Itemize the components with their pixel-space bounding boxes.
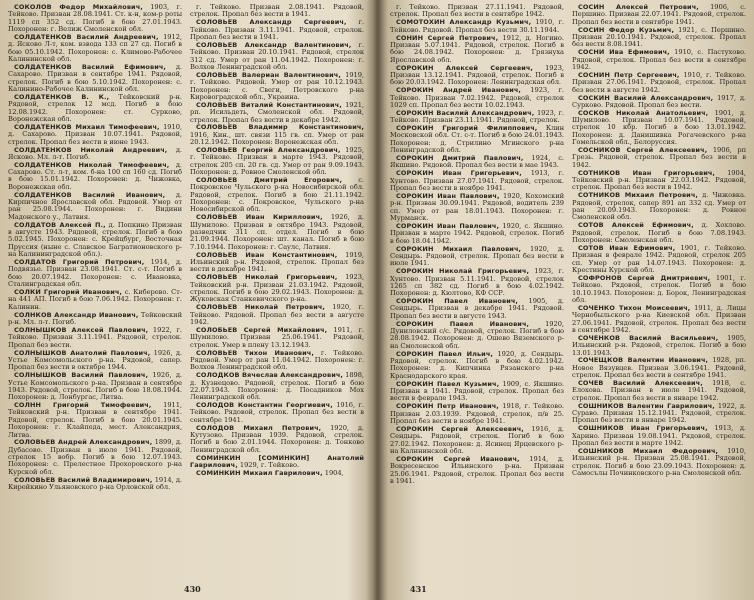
- record-entry: [390, 125, 564, 154]
- record-details: с. Киберево. Ст-на 441 АП. Погиб в бою 7.06.1942. Похоронен: г. Калинин.: [8, 288, 183, 311]
- record-details: 1910, г. Тейково. Призван 27.06.1941. Рядовой, стрелок. Пропал без вести в августе 1942.: [572, 70, 746, 94]
- person-name: СОНИН Сергей Петрович,: [396, 33, 499, 42]
- record-entry: [572, 380, 746, 402]
- record-entry: [8, 439, 182, 476]
- person-name: СОЛДАТЕНКОВ Василий Ефимович,: [14, 62, 166, 71]
- record-details: 1901, г. Тейково. Рядовой, стрелок. Погиб в бою 10.10.1943. Похоронен: д. Борок, Ленинградская обл.: [572, 273, 746, 304]
- record-details: д. Сахарово. Призван в сентябре 1941. Рядовой, стрелок. Погиб в бою 5.10.1942. Похоронен: с. Калинино-Рабочее Калининской обл.: [8, 62, 182, 93]
- record-entry: [390, 170, 564, 192]
- person-name: СОТОВ Алексей Ефимович,: [578, 221, 694, 230]
- record-details: Тейковский р-н. Рядовой, стрелок 12 мсд. Погиб в бою 12.08.1942. Похоронен: ст. Сурково, Воронежская обл.: [8, 92, 183, 123]
- record-details: 1922, д. Сураво. Призван 15.12.1941. Рядовой, стрелок. Пропал без вести в январе 1942.: [572, 401, 746, 425]
- record-entry: [8, 94, 182, 123]
- person-name: СОМОТОХИН Александр Кузьмич,: [396, 18, 532, 27]
- person-name: СОЧЕНКОВ Василий Васильевич,: [578, 333, 719, 342]
- record-entry: [390, 321, 564, 350]
- record-entry: [390, 193, 564, 222]
- record-entry: [190, 42, 364, 71]
- person-name: СОЛОВЬЕВ Владимир Константинович,: [196, 123, 364, 132]
- record-entry: [572, 147, 746, 169]
- record-details: 1905, Ильинский р-н. Рядовой, стрелок. Погиб в бою 13.01.1943.: [572, 333, 746, 357]
- record-entry: [572, 49, 746, 71]
- record-entry: [390, 268, 564, 297]
- person-name: СОЛДАТЕНКОВ В. К.,: [14, 92, 110, 101]
- record-details: д. Ясково. Мл. л-т. Погиб.: [8, 145, 183, 161]
- left-page: [8, 0, 366, 600]
- record-details: д. Кирпичное Ярославской обл. Рядовой. Умер от ран 25.08.1944. Похоронен: г. Видини Мадонского у., Латвия.: [8, 190, 182, 221]
- record-details: 1923, Призван 13.12.1941. Рядовой, стрелок. Погиб в бою 20.03.1942. Похоронен: Ленинградская обл.: [390, 63, 564, 87]
- person-name: СОЛНЫШКОВ Анатолий Павлович,: [14, 348, 151, 357]
- record-entry: [390, 223, 564, 245]
- person-name: СОСНИН Петр Сергеевич,: [578, 70, 680, 79]
- record-entry: [190, 214, 364, 251]
- person-name: СОЛДАТЕНКОВ Николай Тимофеевич,: [14, 160, 170, 169]
- record-entry: [572, 245, 746, 274]
- person-name: СОЛОВЬЕВ Дмитрий Егорович,: [196, 176, 343, 185]
- record-entry: [572, 4, 746, 26]
- person-name: СОРОКИН Сергей Иванович,: [396, 454, 520, 463]
- record-details: 1906, с. Першино. Призван 22.07.1941. Рядовой, стрелок. Пропал без вести в сентябре 1941.: [572, 3, 746, 26]
- record-details: 1904,: [324, 469, 344, 477]
- record-entry: [8, 124, 182, 146]
- person-name: СОШНИКОВ Иван Григорьевич,: [578, 424, 708, 433]
- record-entry: [8, 64, 182, 93]
- record-entry: [8, 34, 182, 63]
- record-entry: [190, 147, 364, 176]
- record-entry: [572, 448, 746, 477]
- record-entry: [572, 27, 746, 49]
- record-entry: [572, 425, 746, 447]
- record-details: 1910, Ильинский р-н. Призван 25.08.1941. Рядовой, стрелок. Погиб в бою 23.09.1943. Похоронен: д. Самосълы Починковского р-на Смоленской обл.: [572, 446, 746, 477]
- right-page-column-2: [572, 4, 746, 478]
- record-details: 1911, д. Лицы Чернобыльского р-на Киевской обл. Призван 27.06.1941. Рядовой, стрелок. Пропал без вести в сентябре 1942.: [572, 303, 746, 334]
- record-details: 1923, г. Тейково. Призван 7.02.1942. Рядовой, стрелок 1029 сп. Пропал без вести 10.02.1943.: [390, 86, 564, 109]
- record-entry: [390, 381, 564, 403]
- person-name: СОЛОВЬЕВ Валериан Валентинович,: [196, 70, 341, 79]
- right-page: [388, 0, 746, 600]
- record-details: 1916, г. Тейково. Рядовой, стрелок. Пропал без вести в сентябре 1941.: [190, 401, 364, 424]
- record-entry: [8, 312, 182, 327]
- record-details: 1901, д. Шумилово. Призван 10.07.1941. Рядовой, стрелок 10 кбр. Погиб в бою 13.01.1942. Похоронен: д. Данишивка Рогачевского р-на Гомельской обл., Белоруссия.: [572, 108, 746, 147]
- record-details: 1914, д. Вокресенское Ильинского р-на. Призван 25.06.1941. Рядовой, стрелок. Пропал без вести в 1941.: [390, 454, 564, 485]
- record-details: 1922, г. Тейково. Призван 3.11.1941. Рядовой, стрелок. Пропал без вести.: [8, 325, 182, 349]
- record-details: 1920, д. Сендырь. Рядовой, стрелок. Погиб в бою 4.02.1942. Похоронен: д. Кипчинка Рязанского р-на Краснодарского края.: [390, 349, 565, 380]
- page-number: 431: [410, 584, 427, 594]
- record-entry: [8, 402, 182, 439]
- record-entry: [390, 456, 564, 485]
- record-details: 1920, Кохомский р-н. Призван 30.09.1941. Рядовой, водитель 239 сп. Умер от ран 18.01.1943. Похоронен: г. Мурманск.: [390, 191, 565, 222]
- record-details: 1914, д. Подвязье. Призван 23.08.1941. Ст. с-т. Погиб в бою 20.07.1942. Похоронен: с. Ивановка, Сталинградская обл.: [8, 258, 182, 289]
- person-name: СОСНИ Ива Ефимович,: [578, 48, 670, 57]
- record-details: 1901, г. Тейково. Призван в феврале 1942. Рядовой, стрелок 205 сп. Умер от ран 14.07.1943. Похоронен: д. Крестины Курской обл.: [572, 243, 746, 274]
- book-gutter: [366, 0, 388, 600]
- person-name: СОЧЕНКО Тихон Моисеевич,: [578, 303, 691, 312]
- person-name: СОРОКИН Николай Григорьевич,: [396, 267, 530, 276]
- person-name: СОРОКИН Дмитрий Павлович,: [396, 154, 524, 163]
- record-details: 1911, г. Шумилово. Призван 25.06.1941. Рядовой, стрелок. Умер в плену 13.12.1943.: [190, 325, 364, 349]
- left-page-column-1: [8, 4, 182, 492]
- person-name: СОЛДАТОВ Григорий Петрович,: [14, 258, 145, 267]
- person-name: СОСКОВ Николай Анатольевич,: [578, 108, 709, 117]
- record-entry: [390, 4, 564, 19]
- record-details: 1903, г. Тейково. Призван 28.08.1941. Ст. к-н, ком-р роты 1119 сп 352 сд. Погиб в бою 27.01.1943. Похоронен: г. Велиж Смоленской обл.: [8, 3, 182, 34]
- record-entry: [8, 192, 182, 221]
- person-name: СОКОЛОВ Федор Михайлович,: [14, 3, 143, 11]
- person-name: СОШНИКОВ Михаил Федорович,: [578, 446, 719, 455]
- record-entry: [8, 4, 182, 33]
- record-details: 1926, д. Устье Комсомольского р-на. Призван в сентябре 1943. Рядовой, стрелок. Погиб в бою 18.08.1944. Похоронен: д. Лонбургас, Литва.: [8, 371, 182, 402]
- person-name: СОРОКИН Иван Григорьевич,: [396, 169, 522, 178]
- person-name: СОСИН Федор Кузьмич,: [578, 25, 675, 34]
- person-name: СОРОКИН Павел Ильич,: [396, 349, 493, 358]
- person-name: СОЛНЫШКОВ Василий Павлович,: [14, 371, 149, 380]
- record-entry: [8, 147, 182, 162]
- record-entry: [572, 222, 746, 244]
- record-entry: [190, 274, 364, 303]
- record-details: 1926, д. Шумилово. Призван в октябре 1943. Рядовой, разведчик 311 сп. отдел. Погиб в бою 21.09.1944. Похоронен: шт. канал. Погиб в бою 7.10.1944. Похоронен: г. Саулс, Латвия.: [190, 213, 364, 251]
- person-name: СОРОКИН Павел Кузьмич,: [396, 379, 500, 388]
- record-entry: [572, 170, 746, 192]
- record-details: 1926, д. Устье Комсомольского р-на. Рядовой, сапер. Пропал без вести в октябре 1944.: [8, 348, 182, 372]
- record-entry: [190, 72, 364, 101]
- record-details: г. Тейково. Рядовой. Умер от ран 11.04.1942. Похоронен: г. Волхов Ленинградской обл.: [190, 348, 364, 372]
- record-entry: [572, 403, 746, 425]
- record-entry: [190, 402, 364, 424]
- person-name: СОШНИКОВ Валентин Гаврилович,: [578, 401, 715, 410]
- record-details: 1912, д. Ясково Л-т, ком. взвода 133 сп 27 сд. Погиб в бою 05.10.1942. Похоронен: с. Климово-Рабочее Калининской обл.: [8, 32, 182, 63]
- record-details: 1916, д. Сендырь. Рядовой, стрелок. Погиб в бою 27.02.1942. Похоронен: д. Ясинец Ярцевского р-на Калининской обл.: [390, 424, 564, 455]
- record-details: д. Попкино Призван в августе 1943. Рядовой, стрелок. Погиб в бою 5.02.1945. Похоронен: с. Крейцбург, Восточная Пруссия (ныне с. Славское Багратионовского р-на Калининградской обл.).: [8, 220, 182, 259]
- record-details: 1925, г. Тейково. Призван в марте 1943. Рядовой, стрелок 205 сп. 20 гв. сд. Умер от ран 9.09.1943. Похоронен: д. Ровное Смоленской обл.: [190, 146, 365, 177]
- person-name: СОСКИН Василий Александрович,: [578, 93, 714, 102]
- record-entry: [390, 426, 564, 455]
- person-name: СОЛОДОВ Михаил Петрович,: [196, 423, 322, 432]
- record-details: 1910, с. Пастухово. Рядовой, стрелок. Пропал без вести в сентябре 1942.: [572, 48, 746, 71]
- record-details: д. Сахарово. Ст. л-т, ком. б-на 100 сп 160 сд. Погиб в бою 15.01.1942. Похоронен: д. Чижовка, Воронежская обл.: [8, 160, 182, 191]
- person-name: СОЛОВЬЕВ Иван Кириллович,: [196, 213, 323, 222]
- record-details: 1929, г. Тейково.: [239, 461, 300, 470]
- person-name: СОЛОВЬЕВ Николай Григорьевич,: [196, 273, 338, 282]
- record-details: г. Тейково. Призван 20.10.1941. Рядовой, стрелок 312 сд. Умер от ран 11.04.1942. Похоронен: г. Волхов Ленинградской обл.: [190, 40, 365, 71]
- person-name: СОРОКИН Петр Иванович,: [396, 402, 499, 411]
- person-name: СОЛДАТЕНКОВ Василий Иванович,: [14, 190, 166, 199]
- page-number: 430: [184, 584, 201, 594]
- person-name: СОЛОВЬЕВ Иван Константинович,: [196, 250, 338, 259]
- record-entry: [190, 455, 364, 470]
- record-entry: [8, 289, 182, 311]
- record-entry: [8, 350, 182, 372]
- person-name: СОТНИКОВ Михаил Петрович,: [578, 191, 698, 200]
- person-name: СОЛОБЬЕВ Сергей Михайлович,: [196, 325, 328, 334]
- record-details: 1909, с. Якшино. Призван в 1941. Рядовой, стрелок. Пропал без вести в феврале 1943.: [390, 379, 564, 403]
- record-entry: [190, 4, 364, 19]
- record-details: 1928, рп. Новое Вязувцев. Призван 3.06.1941. Рядовой, стрелок. Пропал без вести в сентябре 1941.: [572, 356, 746, 380]
- person-name: СОТНИКОВ Иван Григорьевич,: [578, 168, 715, 177]
- person-name: СОЛОДОВ Константин Георгиевич,: [196, 401, 333, 410]
- record-entry: [8, 162, 182, 191]
- record-details: 1911, Тейковский р-н. Призван в сентябре 1941. Рядовой, стрелок. Погиб в бою 20.01.1945. Похоронен: г. Клайпеда, мест. Александрия, Литва.: [8, 401, 183, 439]
- record-entry: [390, 403, 564, 425]
- record-details: 1920, с. Якшино. Призван в марте 1942. Рядовой, стрелок. Погиб в бою 18.04.1942.: [390, 221, 565, 245]
- person-name: СОЛДАТЕНКОВ Михаил Тимофеевич,: [14, 122, 160, 131]
- record-entry: [390, 35, 564, 64]
- person-name: СОРОКИН Михаил Павлович,: [396, 244, 522, 253]
- record-entry: [572, 305, 746, 334]
- record-entry: [8, 222, 182, 259]
- person-name: СОЛОВЬЕВ Георгий Александрович,: [196, 146, 341, 155]
- record-entry: [390, 19, 564, 34]
- person-name: СОЛОВЬЕВ Тихон Иванович,: [196, 348, 314, 357]
- record-entry: [390, 65, 564, 87]
- record-details: 1917, д. Сурково. Рядовой. Пропал без вести.: [572, 93, 746, 109]
- record-details: 1923, г. Хунтово. Призван 5.11.1941. Рядовой, стрелок 1265 сп 382 сд. Погиб в бою 4.02.1942. Похоронен: д. Кюлтово, КФ ССР.: [390, 267, 564, 298]
- person-name: СОЛДАТЕНКОВ Николай Андреевич,: [14, 145, 168, 154]
- record-entry: [572, 95, 746, 110]
- right-page-column-1: [390, 4, 564, 486]
- person-name: СОЛОВЬЕВ Андрей Александрович,: [14, 438, 153, 447]
- person-name: СОРОКИН Павел Иванович,: [396, 297, 518, 306]
- record-details: 1904, Тейковский р-н. Призван 22.03.1942. Рядовой, стрелок. Пропал без вести в 1942.: [572, 168, 746, 192]
- record-entry: [190, 372, 364, 401]
- record-details: 1923, Тейковский р-н. Призван 21.03.1942. Рядовой, стрелок. Погиб в бою 29.02.1943. Похоронен: д. Жуковская Станкевичского р-на.: [190, 273, 364, 304]
- record-details: 1923, г. Тейково. Призван 23.11.1941. Рядовой, стрелок.: [390, 108, 564, 125]
- record-entry: [190, 102, 364, 124]
- person-name: СОРОКИН Алексей Сергеевич,: [396, 63, 533, 72]
- person-name: СОЛОВЬЕВ Александр Сергеевич,: [196, 18, 347, 27]
- record-details: Клин Московской обл. Ст. с-т. Погиб в бою 24.01.1943. Похоронен: д. Стрилино Мгинского р-на Ленинградской обл.: [390, 124, 564, 155]
- record-entry: [390, 87, 564, 109]
- record-details: 1906, рп Грезь. Рядовой, стрелок. Пропал без вести в 1942.: [572, 146, 746, 169]
- record-entry: [190, 425, 364, 454]
- record-entry: [572, 72, 746, 94]
- person-name: СОЛНЫШКОВ Алексей Павлович,: [14, 325, 149, 334]
- record-details: 1921, рп. Исильдеть, Смоленской обл. Рядовой, стрелок. Пропал без вести в декабре 1942.: [190, 100, 364, 124]
- record-details: 1920, д. Сендырь. Рядовой, стрелок. Пропал без вести в июле 1941.: [390, 244, 564, 268]
- record-entry: [572, 357, 746, 379]
- person-name: СОЧЕЩКОВ Валентин Иванович,: [578, 356, 709, 365]
- record-details: г. Тейково. Призван 27.11.1941. Рядовой, стрелок. Пропал без вести в сентябре 1942.: [390, 3, 564, 19]
- person-name: СОРОКИН Сергей Алексеевич,: [396, 424, 524, 433]
- record-details: 1921, с. Першино. Призван 20.10.1941. Рядовой, стрелок. Пропал без вести 8.08.1941.: [572, 25, 746, 49]
- record-details: 1910, г. Тейково. Рядовой. Пропал без вести 30.11.1944.: [390, 18, 565, 34]
- record-details: 1920, д. Кутузово. Призван 1939. Рядовой, стрелок. Погиб в бою 2.01.1944. Похоронен: д. Тонково Ленинградской обл.: [190, 423, 364, 454]
- record-details: д. Хохлово. Рядовой, стрелок. Погиб в бою 7.08.1943. Похоронен: Смоленская обл.: [572, 221, 746, 244]
- person-name: СОТОВ Иван Ефимович,: [578, 243, 676, 252]
- person-name: СОРОКИН Иван Павлович,: [396, 221, 500, 230]
- person-name: СОЛДАТОВ Алексей П.,: [14, 220, 106, 229]
- person-name: СОЛОВЬЕВ Николай Петрович,: [196, 303, 325, 312]
- record-entry: [572, 192, 746, 221]
- record-entry: [572, 335, 746, 357]
- record-details: 1918, г. Тейково. Призван 2.03.1939. Рядовой, стрелок, п/в 25. Пропал без вести в ноябре 1941.: [390, 402, 564, 425]
- record-details: 1905, д. Сендырь. Призван в декабре 1941. Рядовой. Пропал без вести в августе 1943.: [390, 297, 564, 320]
- record-details: 1899, д. Дубасово. Призван в июле 1941. Рядовой, стрелок 15 вобр. Погиб в бою 12.07.1943. Похоронен: с. Прелестное Прохоровского р-на Курской обл.: [8, 438, 183, 476]
- record-entry: [390, 298, 564, 320]
- record-entry: [390, 246, 564, 268]
- record-details: 1919, г. Тейково. Рядовой. Умер от ран 10.12.1943. Похоронен: с. Свеги, Петровского р-на Кировоградской обл., Украина.: [190, 70, 365, 101]
- person-name: СОЛДАТЕНКОВ Василий Андреевич,: [14, 32, 159, 41]
- record-entry: [190, 124, 364, 146]
- person-name: СОЛКИ Григорий Иванович,: [14, 288, 123, 296]
- record-entry: [8, 372, 182, 401]
- record-details: д. Чижовка. Рядовой, стрелок, сапер 891 ап 332 сд. Умер от ран 20.09.1943. Похоронен: д. Ровное Смоленской обл.: [572, 191, 746, 222]
- record-details: 1910, д. Сахарово. Призван 10.07.1941. Рядовой, стрелок. Пропал без вести в июне 1943.: [8, 122, 182, 146]
- record-entry: [390, 155, 564, 170]
- record-details: 1912, д. Ногино. Призван 5.07.1941. Рядовой, стрелок. Погиб в бою 24.08.1942. Похоронен: д. Грязнуха Ярославской обл.: [390, 33, 564, 64]
- person-name: СОМИНКИН [СОМИНКИН] Анатолий Гаврилович,: [190, 453, 364, 470]
- person-name: СОСНИКОВ Сергей Алексеевич,: [578, 146, 708, 155]
- record-details: 1916, Кин., шт. связи 115 гв. сп. Умер от ран 20.12.1942. Похоронен: Воронежская обл.: [190, 130, 364, 147]
- record-details: 1913, г. Хунтово. Призван 27.07.1941. Рядовой, стрелок. Пропал без вести в ноябре 1941.: [390, 169, 564, 192]
- left-page-column-2: [190, 4, 364, 478]
- record-entry: [572, 275, 746, 304]
- record-entry: [190, 252, 364, 274]
- person-name: СОРОКИН Андрей Иванович,: [396, 86, 521, 95]
- record-entry: [8, 327, 182, 349]
- record-details: 1918, с. Елохова. Призван в июле 1941. Рядовой, стрелок. Пропал без вести в январе 1942.: [572, 379, 746, 402]
- record-entry: [8, 259, 182, 288]
- record-details: 1914, д. Кирейкино Ульяновского р-на Орловской обл.: [8, 475, 182, 492]
- record-details: г. Тейково. Призван 3.11.1941. Рядовой, стрелок. Пропал без вести в 1941.: [190, 18, 365, 41]
- record-entry: [190, 304, 364, 326]
- record-details: г. Тейково. Призван 2.08.1941. Рядовой, стрелок. Пропал без вести в 1941.: [190, 3, 364, 19]
- record-details: 1920, Дуниловский с/с. Рядовой, стрелок. Погиб в бою 28.08.1942. Похоронен: д. Ошево Вяземского р-на Смоленской обл.: [390, 319, 564, 350]
- record-entry: [190, 19, 364, 41]
- record-details: 1913, д. Харино. Призван 19.08.1941. Рядовой, стрелок. Пропал без вести в марте 1942.: [572, 424, 746, 448]
- record-entry: [190, 177, 364, 214]
- person-name: СОРОКИН Павел Иванович,: [396, 319, 530, 328]
- record-details: 1898, д. Кузнецово. Рядовой, стрелок. Погиб в бою 22.07.1943. Похоронен: д. Посадников Мох Ленинградской обл.: [190, 371, 365, 402]
- person-name: СОЛНН Григорий Тимофеевич,: [14, 401, 152, 410]
- record-details: с. Покровское Чульского р-на Новосибирской обл. Рядовой, стрелок. Погиб в бою 21.11.1942. Похоронен: с. Покровское, Чульского р-на Новосибирской обл.: [190, 176, 364, 214]
- person-name: СОФРОНОВ Сергей Дмитриевич,: [578, 273, 711, 282]
- record-details: Тейковский р-н. Мл. л-т. Погиб.: [8, 310, 182, 326]
- person-name: СОЧЕВ Василий Алексеевич,: [578, 379, 703, 388]
- person-name: СОРОКИН Григорий Филиппович,: [396, 124, 538, 133]
- person-name: СОСИН Алексей Петрович,: [578, 3, 699, 11]
- person-name: СОЛОВЬЕВ Александр Валентинович,: [196, 40, 352, 49]
- person-name: СОРОКИН Василий Александрович,: [396, 108, 535, 117]
- person-name: СОЛОВЬЕВ Василий Владимирович,: [14, 475, 153, 484]
- person-name: СОЛНКОВ Александр Иванович,: [14, 310, 139, 319]
- record-entry: [572, 110, 746, 147]
- person-name: СОРОКИН Иван Павлович,: [396, 191, 500, 200]
- record-entry: [390, 110, 564, 125]
- person-name: СОМИНКИН Михаил Гаврилович,: [196, 469, 323, 477]
- record-details: 1919, Ильинский р-н. Рядовой, стрелок. Пропал без вести в декабре 1941.: [190, 250, 365, 274]
- person-name: СОЛОДКОВ Вячеслав Александрович,: [196, 371, 343, 380]
- record-details: 1920, г. Тейково. Рядовой. Пропал без вести в августе 1942.: [190, 303, 364, 326]
- record-entry: [190, 350, 364, 372]
- person-name: СОЛОВЬЕВ Виталий Константинович,: [196, 100, 342, 109]
- record-details: 1924, с. Якшино. Рядовой. Пропал без вести в мае 1943.: [390, 154, 564, 170]
- record-entry: [390, 351, 564, 380]
- record-entry: [8, 477, 182, 492]
- record-entry: [190, 327, 364, 349]
- record-entry: [190, 470, 364, 477]
